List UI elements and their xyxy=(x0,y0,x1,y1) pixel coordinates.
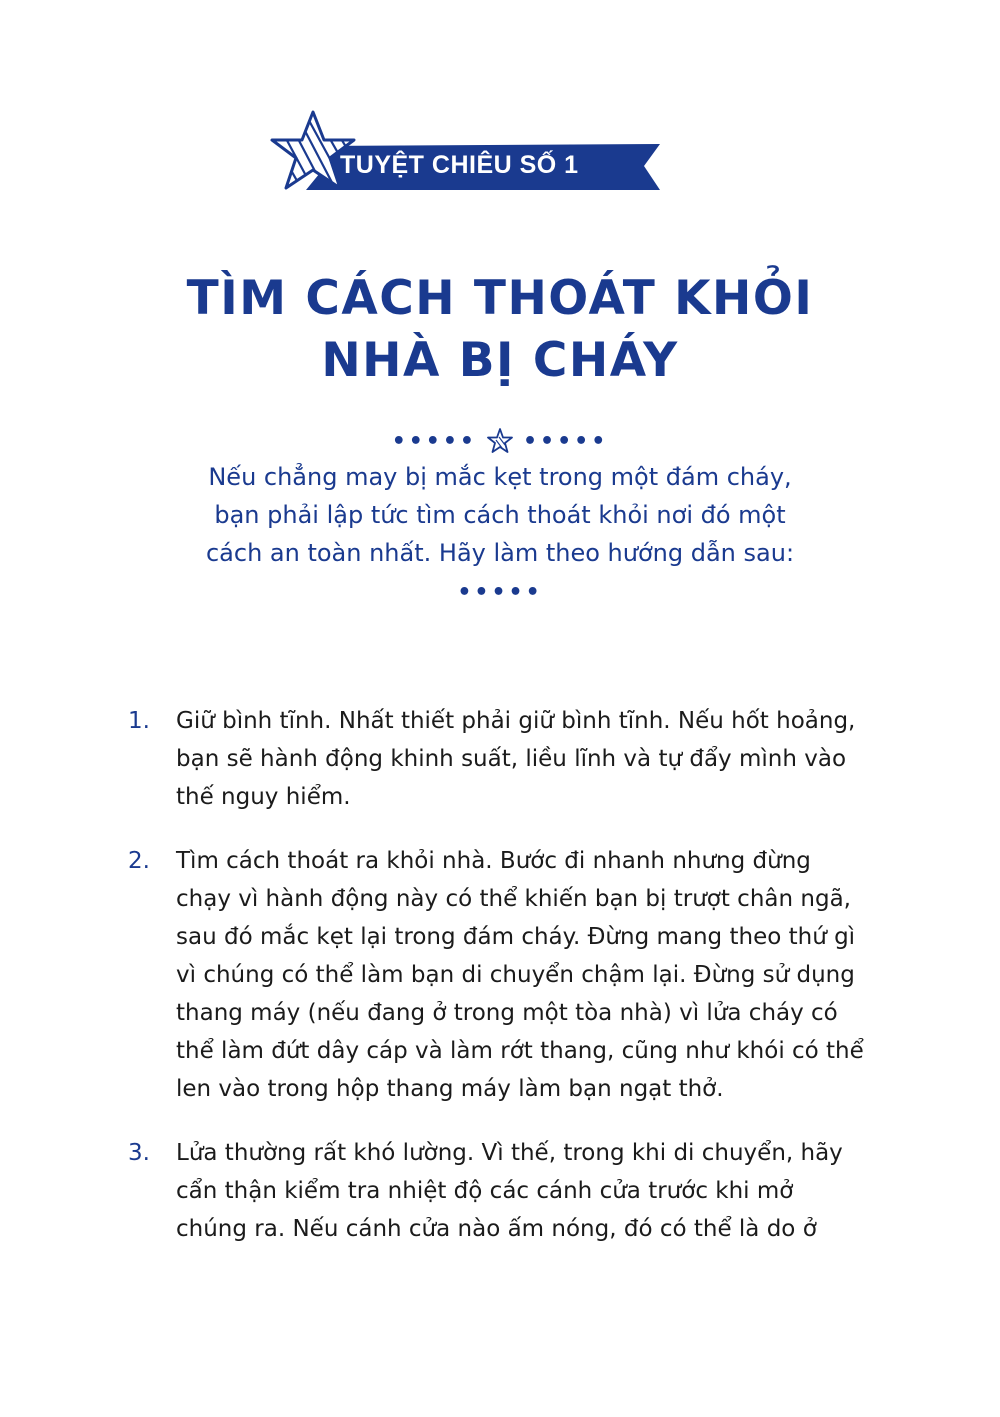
text-line: bạn sẽ hành động khinh suất, liều lĩnh và tự đẩy mình vào xyxy=(176,746,847,772)
list-item-text xyxy=(176,842,873,1108)
intro-paragraph xyxy=(150,458,850,572)
list-item-number: 1. xyxy=(128,708,150,734)
intro-top-divider xyxy=(390,426,610,456)
text-line: chúng ra. Nếu cánh cửa nào ấm nóng, đó có thể là do ở xyxy=(176,1216,817,1242)
title-line: TÌM CÁCH THOÁT KHỎI xyxy=(186,271,814,326)
text-line: Giữ bình tĩnh. Nhất thiết phải giữ bình tĩnh. Nếu hốt hoảng, xyxy=(176,708,856,734)
numbered-list xyxy=(128,702,873,1274)
text-line: cẩn thận kiểm tra nhiệt độ các cánh cửa trước khi mở xyxy=(176,1178,794,1204)
intro-bottom-divider: ••••• xyxy=(457,580,543,605)
list-item-text xyxy=(176,702,873,816)
text-line: len vào trong hộp thang máy làm bạn ngạt thở. xyxy=(176,1076,724,1102)
intro-line: bạn phải lập tức tìm cách thoát khỏi nơi đó một xyxy=(214,501,786,529)
small-star-icon xyxy=(487,428,513,454)
text-line: Lửa thường rất khó lường. Vì thế, trong khi di chuyển, hãy xyxy=(176,1140,843,1166)
chapter-label: TUYỆT CHIÊU SỐ 1 xyxy=(340,150,579,179)
title-line: NHÀ BỊ CHÁY xyxy=(321,333,679,388)
text-line: thang máy (nếu đang ở trong một tòa nhà) vì lửa cháy có xyxy=(176,1000,838,1026)
list-item xyxy=(128,1134,873,1248)
text-line: chạy vì hành động này có thể khiến bạn bị trượt chân ngã, xyxy=(176,886,851,912)
list-item xyxy=(128,702,873,816)
intro-line: cách an toàn nhất. Hãy làm theo hướng dẫn sau: xyxy=(205,539,795,567)
divider-dots: ••••• xyxy=(523,428,609,454)
text-line: Tìm cách thoát ra khỏi nhà. Bước đi nhanh nhưng đừng xyxy=(176,848,811,874)
list-item-number: 3. xyxy=(128,1140,150,1166)
divider-dots: ••••• xyxy=(391,428,477,454)
page-title xyxy=(100,268,900,392)
list-item xyxy=(128,842,873,1108)
list-item-number: 2. xyxy=(128,848,150,874)
intro-line: Nếu chẳng may bị mắc kẹt trong một đám cháy, xyxy=(208,463,792,491)
chapter-banner xyxy=(268,110,668,200)
list-item-text xyxy=(176,1134,873,1248)
text-line: thể làm đứt dây cáp và làm rớt thang, cũng như khói có thể xyxy=(176,1038,864,1064)
text-line: sau đó mắc kẹt lại trong đám cháy. Đừng mang theo thứ gì xyxy=(176,924,856,950)
text-line: vì chúng có thể làm bạn di chuyển chậm lại. Đừng sử dụng xyxy=(176,962,855,988)
text-line: thế nguy hiểm. xyxy=(176,784,351,810)
